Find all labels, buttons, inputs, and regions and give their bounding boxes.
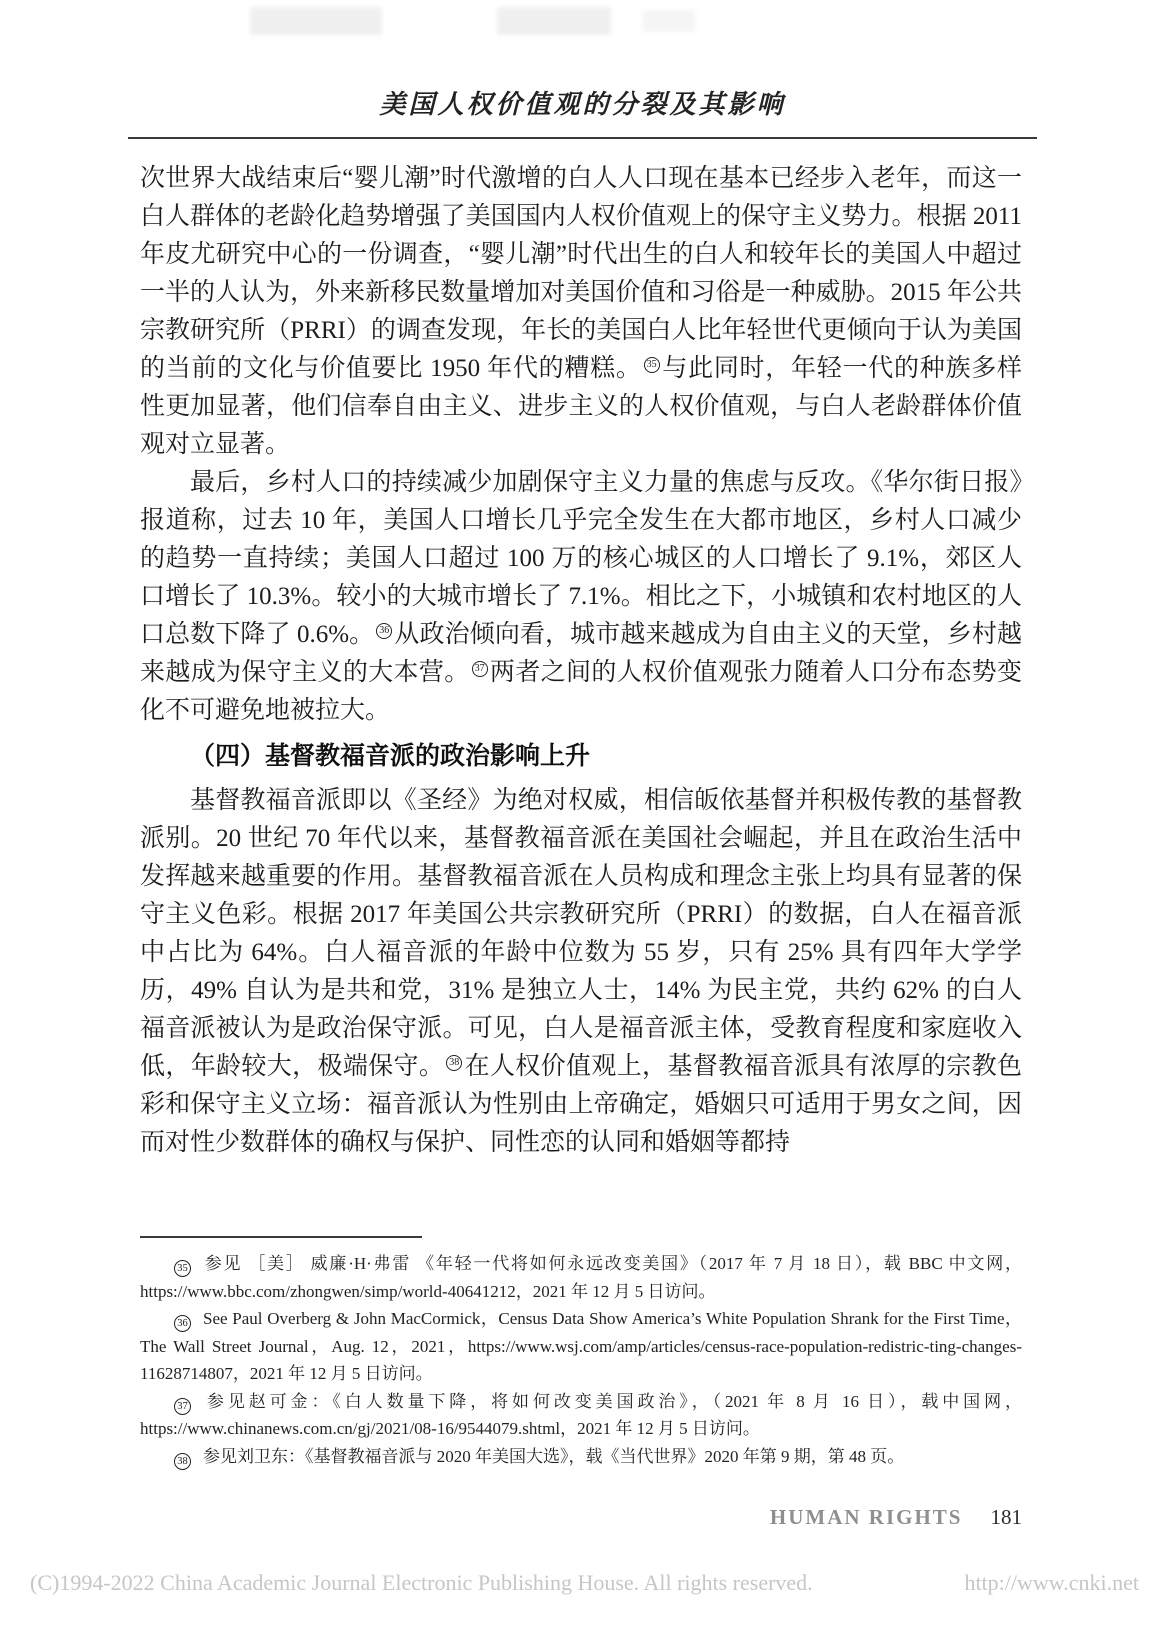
paragraph-text: 与此同时，年轻一代的种族多样性更加显著，他们信奉自由主义、进步主义的人权价值观，与白人老龄群体价值观对立显著。 xyxy=(140,355,1022,458)
paragraph-text: 基督教福音派即以《圣经》为绝对权威，相信皈依基督并积极传教的基督教派别。20 世纪 70 年代以来，基督教福音派在美国社会崛起，并且在政治生活中发挥越来越重要的作用。基督教福音派在人员构成和理念主张上均具有显著的保守主义色彩。根据 2017 年美国公共宗教研究所（PRRI）的数据，白人在福音派中占比为 64%。白人福音派的年龄中位数为 55 岁，只有 25% 具有四年大学学历，49% 自认为是共和党，31% 是独立人士，14% 为民主党，共约 62% 的白人福音派被认为是政治保守派。可见，白人是福音派主体，受教育程度和家庭收入低，年龄较大，极端保守。 xyxy=(140,787,1022,1080)
footnote-text: See Paul Overberg & John MacCormick，Census Data Show America’s White Population Shrank for the First Time，The Wall Street Journal，Aug. 12，2021，https://www.wsj.com/amp/articles/census-race-population-redistric-ting-changes-11628714807，2021 年 12 月 5 日访问。 xyxy=(140,1309,1022,1383)
footnote-ref-37: 37 xyxy=(472,661,488,677)
footnote-37 xyxy=(140,1388,1022,1443)
page-footer xyxy=(770,1505,1022,1530)
footnote-text: 参见刘卫东：《基督教福音派与 2020 年美国大选》，载《当代世界》2020 年第 9 期，第 48 页。 xyxy=(203,1446,905,1466)
copyright-strip xyxy=(30,1570,1139,1596)
footnote-38 xyxy=(140,1443,1022,1471)
footnote-ref-36: 36 xyxy=(376,623,392,639)
copyright-text: (C)1994-2022 China Academic Journal Electronic Publishing House. All rights reserved. xyxy=(30,1570,813,1595)
footnote-ref-35: 35 xyxy=(644,357,660,373)
journal-name: HUMAN RIGHTS xyxy=(769,1505,963,1529)
scan-artifact xyxy=(497,7,611,35)
paragraph-evangelicals xyxy=(140,782,1022,1162)
footnote-marker-36: 36 xyxy=(174,1315,191,1332)
paragraph-rural-decline xyxy=(140,464,1022,730)
footnote-ref-38: 38 xyxy=(446,1055,462,1071)
paragraph-aging-whites xyxy=(140,160,1022,464)
footnote-separator xyxy=(140,1236,422,1238)
footnote-35 xyxy=(140,1250,1022,1305)
section-heading-evangelicals: （四）基督教福音派的政治影响上升 xyxy=(190,742,591,770)
footnote-marker-38: 38 xyxy=(174,1453,191,1470)
copyright-url: http://www.cnki.net xyxy=(964,1570,1139,1595)
paragraph-text: 在人权价值观上，基督教福音派具有浓厚的宗教色彩和保守主义立场：福音派认为性别由上帝确定，婚姻只可适用于男女之间，因而对性少数群体的确权与保护、同性恋的认同和婚姻等都持 xyxy=(140,1053,1022,1156)
paragraph-text: 两者之间的人权价值观张力随着人口分布态势变化不可避免地被拉大。 xyxy=(140,659,1022,724)
paragraph-text: 最后，乡村人口的持续减少加剧保守主义力量的焦虑与反攻。《华尔街日报》报道称，过去 10 年，美国人口增长几乎完全发生在大都市地区，乡村人口减少的趋势一直持续；美国人口超过 100 万的核心城区的人口增长了 9.1%，郊区人口增长了 10.3%。较小的大城市增长了 7.1%。相比之下，小城镇和农村地区的人口总数下降了 0.6%。 xyxy=(140,469,1022,648)
page-header xyxy=(128,84,1037,139)
paragraph-text: 次世界大战结束后“婴儿潮”时代激增的白人人口现在基本已经步入老年，而这一白人群体的老龄化趋势增强了美国国内人权价值观上的保守主义势力。根据 2011 年皮尤研究中心的一份调查，“婴儿潮”时代出生的白人和较年长的美国人中超过一半的人认为，外来新移民数量增加对美国价值和习俗是一种威胁。2015 年公共宗教研究所（PRRI）的调查发现，年长的美国白人比年轻世代更倾向于认为美国的当前的文化与价值要比 1950 年代的糟糕。 xyxy=(140,165,1022,382)
paragraph-text: 从政治倾向看，城市越来越成为自由主义的天堂，乡村越来越成为保守主义的大本营。 xyxy=(140,621,1022,686)
page-number: 181 xyxy=(990,1505,1022,1529)
scan-artifact xyxy=(643,10,695,32)
footnote-text: 参见赵可金：《白人数量下降，将如何改变美国政治》，（2021 年 8 月 16 日），载中国网，https://www.chinanews.com.cn/gj/2021/08-16/9544079.shtml，2021 年 12 月 5 日访问。 xyxy=(140,1391,1022,1438)
footnote-36 xyxy=(140,1305,1022,1388)
page-title: 美国人权价值观的分裂及其影响 xyxy=(379,90,786,119)
footnote-marker-35: 35 xyxy=(174,1260,191,1277)
article-body xyxy=(140,160,1022,1470)
scan-artifact xyxy=(250,7,382,35)
footnotes-section xyxy=(140,1236,1022,1470)
footnote-text: 参见 ［美］ 威廉·H·弗雷 《年轻一代将如何永远改变美国》（2017 年 7 月 18 日），载 BBC 中文网，https://www.bbc.com/zhongwen/simp/world-40641212，2021 年 12 月 5 日访问。 xyxy=(140,1254,1022,1301)
footnote-marker-37: 37 xyxy=(174,1398,191,1415)
